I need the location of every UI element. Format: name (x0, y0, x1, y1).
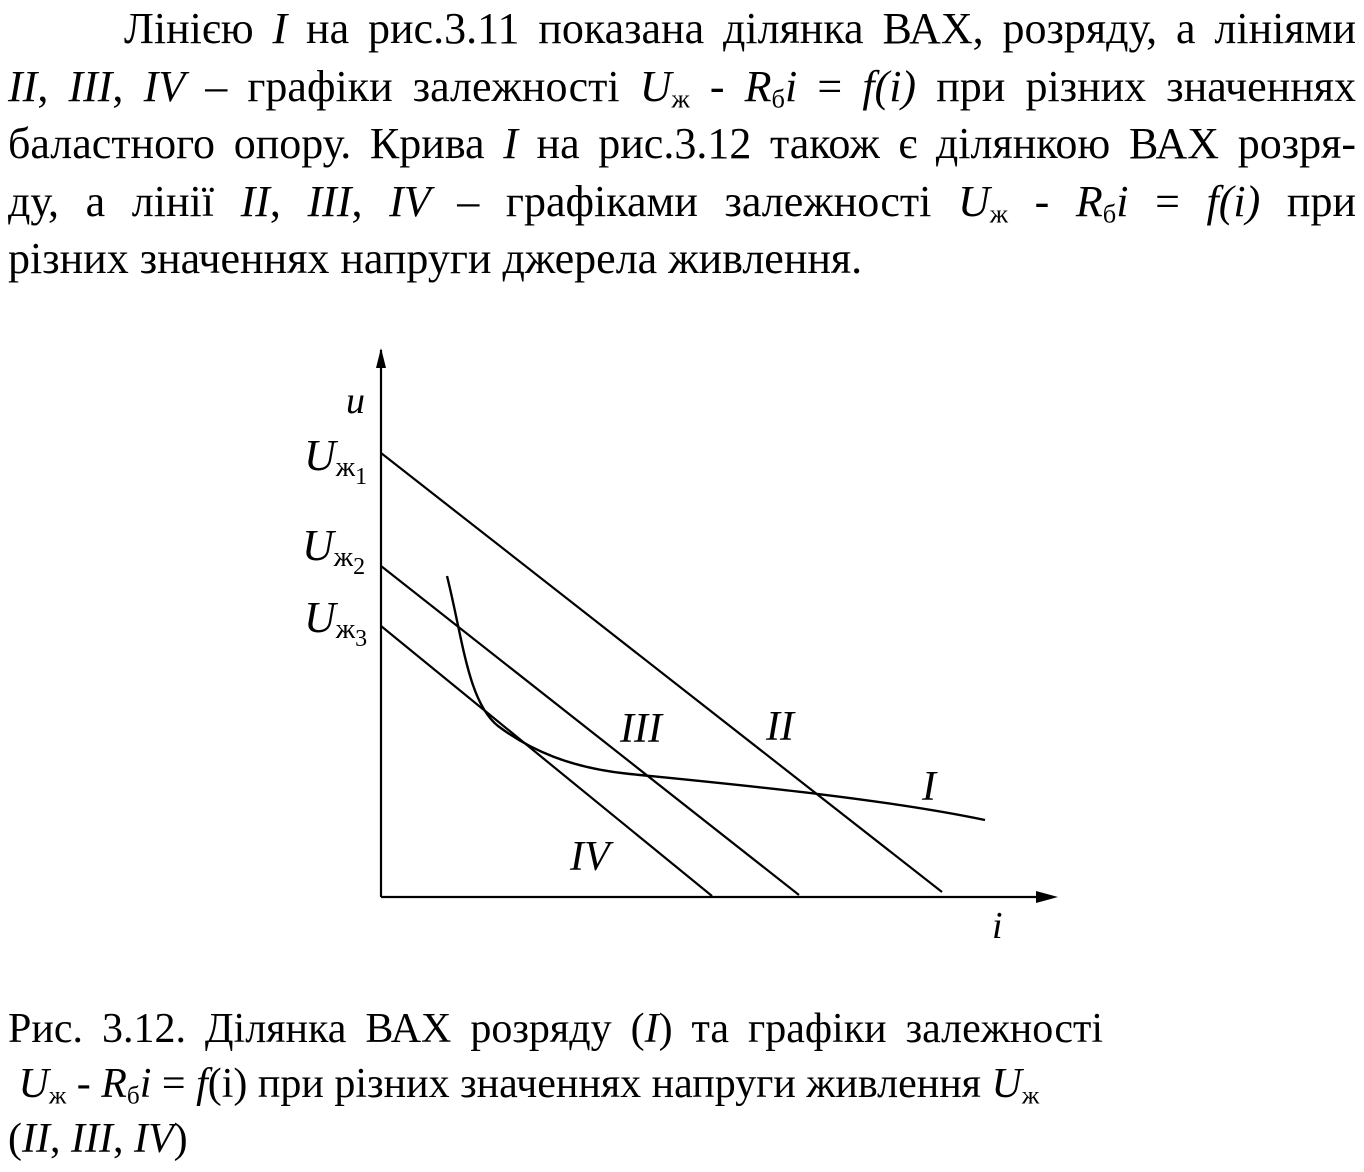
u-level-2-label: Uж2 (302, 521, 366, 580)
paragraph-line-1: Лінією I на рис.3.11 показана ділянка ВАХ, розряду, а лініями (124, 4, 1356, 53)
paragraph-line-4: ду, а лінії II, III, IV – графіками залежності $U_ж - R_бi = f(i)$ при (8, 176, 1357, 229)
caption-line-2: $U_ж - R_бi = f(i)$ при різних значеннях напруги живлення $U_ж$ (18, 1061, 1040, 1110)
label-I: I (922, 764, 936, 810)
caption-line-1: Рис. 3.12. Ділянка ВАХ розряду (I) та графіки залежності (8, 1006, 1103, 1052)
label-II: II (766, 704, 794, 750)
y-axis-label: u (346, 380, 365, 422)
u-level-3-label: Uж3 (304, 593, 368, 652)
label-IV: IV (570, 834, 610, 880)
body-paragraph (8, 0, 1356, 288)
line-IV (381, 626, 712, 896)
y-axis-arrow (376, 348, 386, 368)
paragraph-line-2: II, III, IV – графіки залежності $U_ж - R_бi = f(i)$ при різних значеннях (8, 61, 1356, 114)
x-axis-arrow (1036, 891, 1058, 903)
paragraph-line-3: баластного опору. Крива I на рис.3.12 також є ділянкою ВАХ розря- (8, 119, 1356, 168)
u-level-1-label: Uж1 (304, 431, 368, 490)
figure-3-12 (280, 340, 1080, 960)
figure-caption (8, 1002, 1103, 1167)
paragraph-line-5: різних значеннях напруги джерела живлення. (8, 234, 863, 283)
x-axis-label: i (992, 905, 1003, 947)
figure-graph (280, 340, 1080, 960)
curve-I (447, 576, 985, 820)
line-II (381, 453, 942, 892)
caption-line-3: (II, III, IV) (8, 1116, 188, 1162)
label-III: III (620, 706, 662, 752)
